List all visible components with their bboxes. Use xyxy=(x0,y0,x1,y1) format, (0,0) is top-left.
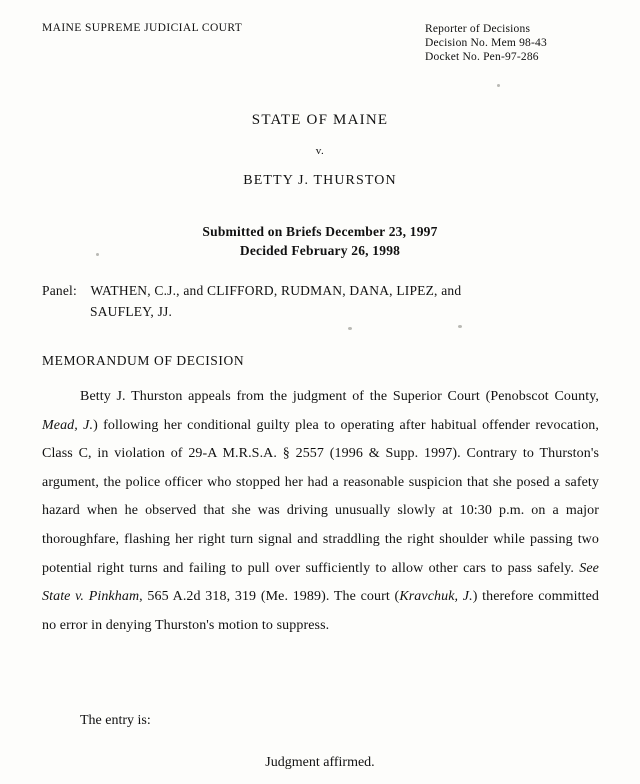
opinion-text-part-3: , 565 A.2d 318, 319 (Me. 1989). The court ( xyxy=(139,589,400,605)
opinion-italic-judge-kravchuk: Kravchuk, J. xyxy=(399,589,473,605)
reporter-of-decisions-block xyxy=(425,22,547,64)
caption-party: BETTY J. THURSTON xyxy=(243,173,397,188)
panel-justices-line-1: WATHEN, C.J., and CLIFFORD, RUDMAN, DANA, LIPEZ, and xyxy=(90,283,462,298)
opinion-text-part-2: ) following her conditional guilty plea to operating after habitual offender revocation, Class C, in violation of 29-A M.R.S.A. § 2557 (1996 & Supp. 1997). Contrary to Thurston's argument, the police officer who stopped her had a reasonable suspicion that she posed a safety hazard when he observed that she was driving unusually slowly at 10:30 p.m. on a major thoroughfare, flashing her right turn signal and straddling the right shoulder while passing two potential right turns and failing to pull over sufficiently to allow other cars to pass safely. xyxy=(42,417,600,576)
entry-line xyxy=(42,713,599,729)
opinion-body xyxy=(42,383,599,640)
opinion-text-part-1: Betty J. Thurston appeals from the judgment of the Superior Court (Penobscot County, xyxy=(80,389,599,404)
court-name: MAINE SUPREME JUDICIAL COURT xyxy=(42,22,243,34)
opinion-text-part-4: ) therefore committed no error in denying Thurston's motion to suppress. xyxy=(42,589,599,633)
caption-versus: v. xyxy=(315,145,325,157)
opinion-italic-judge-mead: Mead, J. xyxy=(42,417,94,433)
panel-block xyxy=(42,280,602,322)
docket-number: Docket No. Pen-97-286 xyxy=(425,51,539,63)
scan-speck xyxy=(348,327,352,330)
scan-speck xyxy=(458,325,462,328)
submitted-date: Submitted on Briefs December 23, 1997 xyxy=(202,224,438,239)
case-caption xyxy=(0,112,640,189)
memorandum-heading: MEMORANDUM OF DECISION xyxy=(42,353,245,368)
scan-speck xyxy=(497,84,500,87)
entry-text: The entry is: xyxy=(80,713,151,728)
caption-state: STATE OF MAINE xyxy=(251,112,389,128)
panel-label: Panel: xyxy=(42,283,77,298)
opinion-paragraph xyxy=(42,383,599,640)
document-header xyxy=(0,22,640,72)
submission-dates xyxy=(0,222,640,260)
reporter-label: Reporter of Decisions xyxy=(425,23,531,35)
decision-number: Decision No. Mem 98-43 xyxy=(425,37,547,49)
decided-date: Decided February 26, 1998 xyxy=(239,243,401,258)
opinion-italic-citation-pinkham: See State v. Pinkham xyxy=(42,560,599,605)
panel-justices-line-2: SAUFLEY, JJ. xyxy=(90,304,173,319)
judgment-line: Judgment affirmed. xyxy=(265,755,375,770)
